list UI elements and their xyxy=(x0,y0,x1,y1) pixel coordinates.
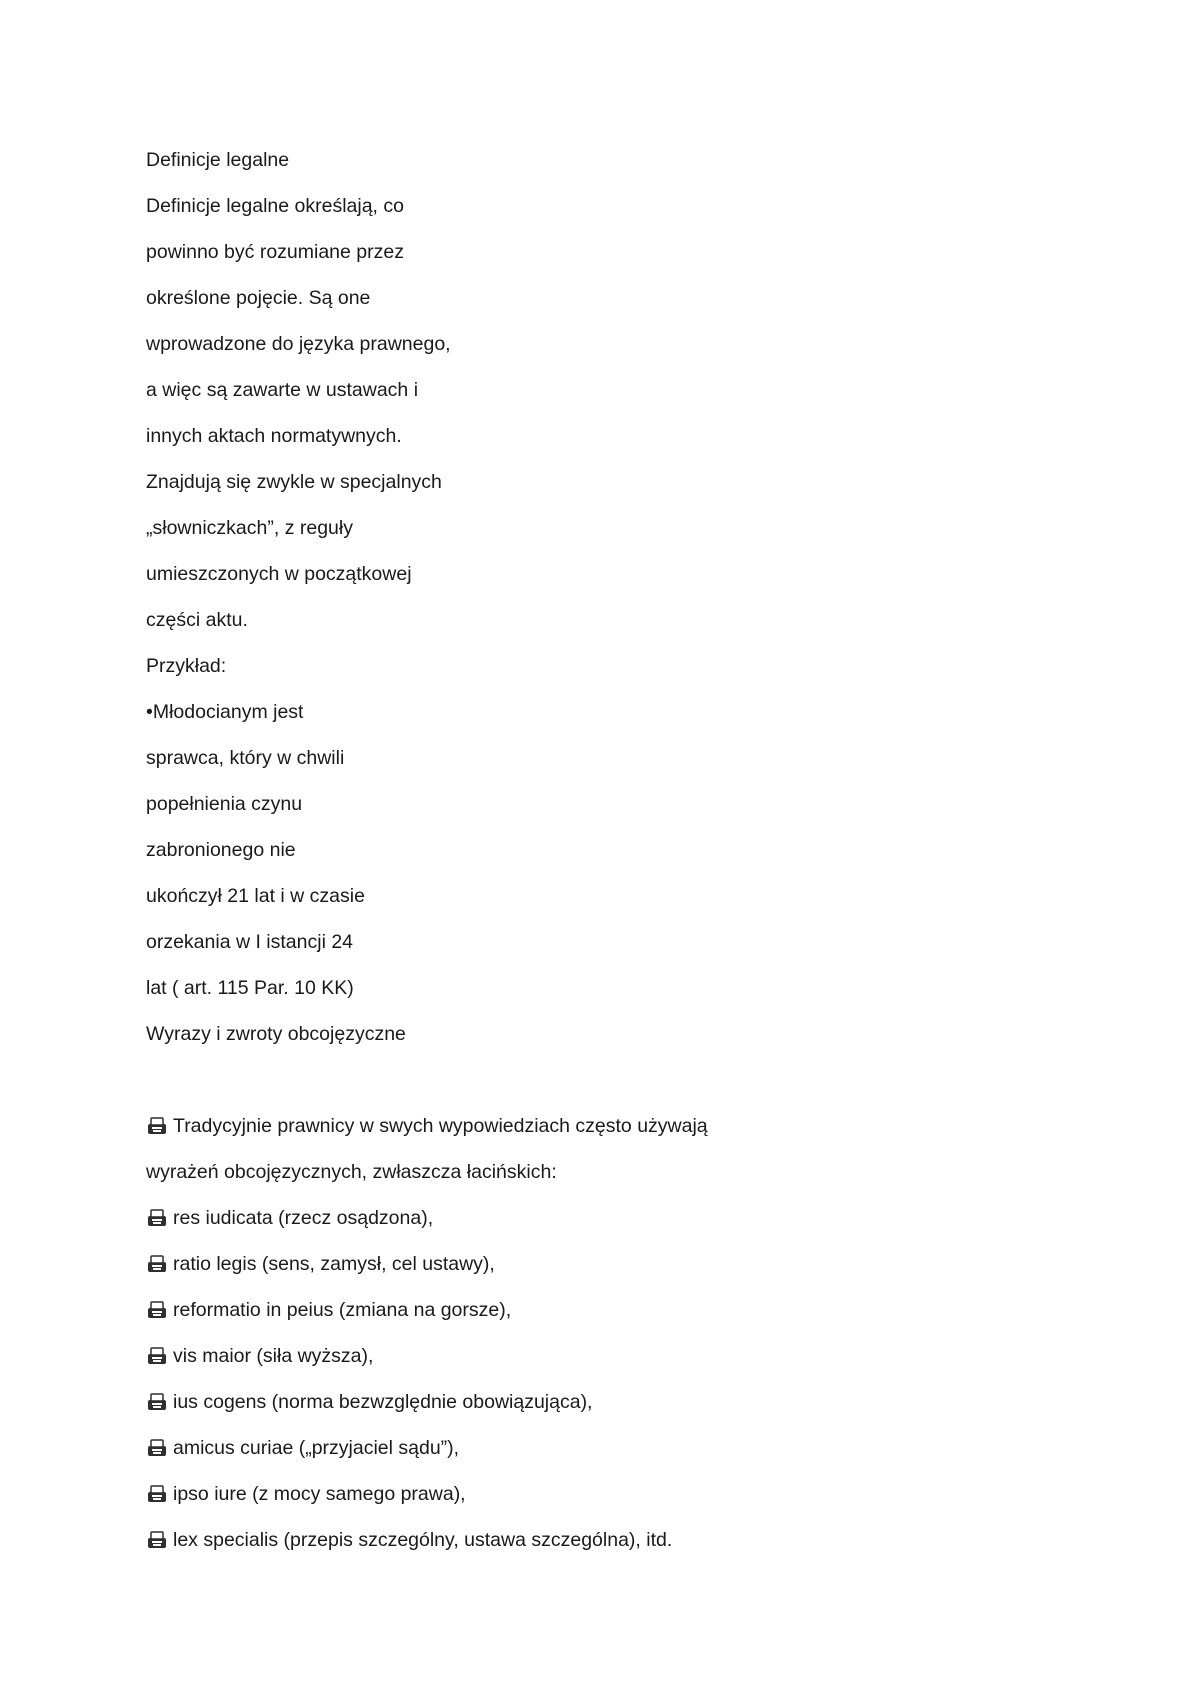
typewriter-icon xyxy=(146,1437,168,1459)
list-item xyxy=(146,1525,1106,1571)
typewriter-icon xyxy=(146,1345,168,1367)
text-line: ukończył 21 lat i w czasie xyxy=(146,885,365,907)
bullet-line: •Młodocianym jest xyxy=(146,701,304,723)
list-item xyxy=(146,1295,1106,1341)
list-item-text: res iudicata (rzecz osądzona), xyxy=(173,1207,434,1229)
list-item-text: lex specialis (przepis szczególny, ustawa szczególna), itd. xyxy=(173,1529,673,1551)
typewriter-icon xyxy=(146,1299,168,1321)
list-item xyxy=(146,1433,1106,1479)
text-line: Znajdują się zwykle w specjalnych xyxy=(146,471,442,493)
list-item xyxy=(146,1111,1106,1157)
list-item-text: reformatio in peius (zmiana na gorsze), xyxy=(173,1299,512,1321)
text-line: Definicje legalne określają, co xyxy=(146,195,404,217)
list-item-text: vis maior (siła wyższa), xyxy=(173,1345,374,1367)
example-label: Przykład: xyxy=(146,655,227,677)
text-line: popełnienia czynu xyxy=(146,793,303,815)
text-line: a więc są zawarte w ustawach i xyxy=(146,379,419,401)
section-heading: Wyrazy i zwroty obcojęzyczne xyxy=(146,1023,406,1045)
typewriter-icon xyxy=(146,1391,168,1413)
text-line: zabronionego nie xyxy=(146,839,296,861)
list-item xyxy=(146,1479,1106,1525)
text-line: wprowadzone do języka prawnego, xyxy=(146,333,451,355)
typewriter-icon xyxy=(146,1253,168,1275)
text-line: części aktu. xyxy=(146,609,248,631)
text-line: określone pojęcie. Są one xyxy=(146,287,371,309)
document-content xyxy=(146,145,1106,1571)
list-item-text: ratio legis (sens, zamysł, cel ustawy), xyxy=(173,1253,495,1275)
text-line: wyrażeń obcojęzycznych, zwłaszcza łacińskich: xyxy=(146,1161,557,1183)
typewriter-icon xyxy=(146,1483,168,1505)
typewriter-icon xyxy=(146,1115,168,1137)
page-title: Definicje legalne xyxy=(146,149,290,171)
list-item xyxy=(146,1387,1106,1433)
text-line: orzekania w I istancji 24 xyxy=(146,931,354,953)
text-line: umieszczonych w początkowej xyxy=(146,563,412,585)
text-line: powinno być rozumiane przez xyxy=(146,241,404,263)
text-line: innych aktach normatywnych. xyxy=(146,425,402,447)
paragraph-gap xyxy=(146,1065,1106,1111)
list-item-text: ius cogens (norma bezwzględnie obowiązująca), xyxy=(173,1391,593,1413)
list-item xyxy=(146,1249,1106,1295)
text-line: „słowniczkach”, z reguły xyxy=(146,517,353,539)
list-item-text: ipso iure (z mocy samego prawa), xyxy=(173,1483,466,1505)
text-line: lat ( art. 115 Par. 10 KK) xyxy=(146,977,354,999)
typewriter-icon xyxy=(146,1207,168,1229)
list-item-text: amicus curiae („przyjaciel sądu”), xyxy=(173,1437,460,1459)
text-line: sprawca, który w chwili xyxy=(146,747,345,769)
list-item xyxy=(146,1203,1106,1249)
typewriter-icon xyxy=(146,1529,168,1551)
list-item xyxy=(146,1341,1106,1387)
list-item-text: Tradycyjnie prawnicy w swych wypowiedziach często używają xyxy=(173,1115,708,1137)
